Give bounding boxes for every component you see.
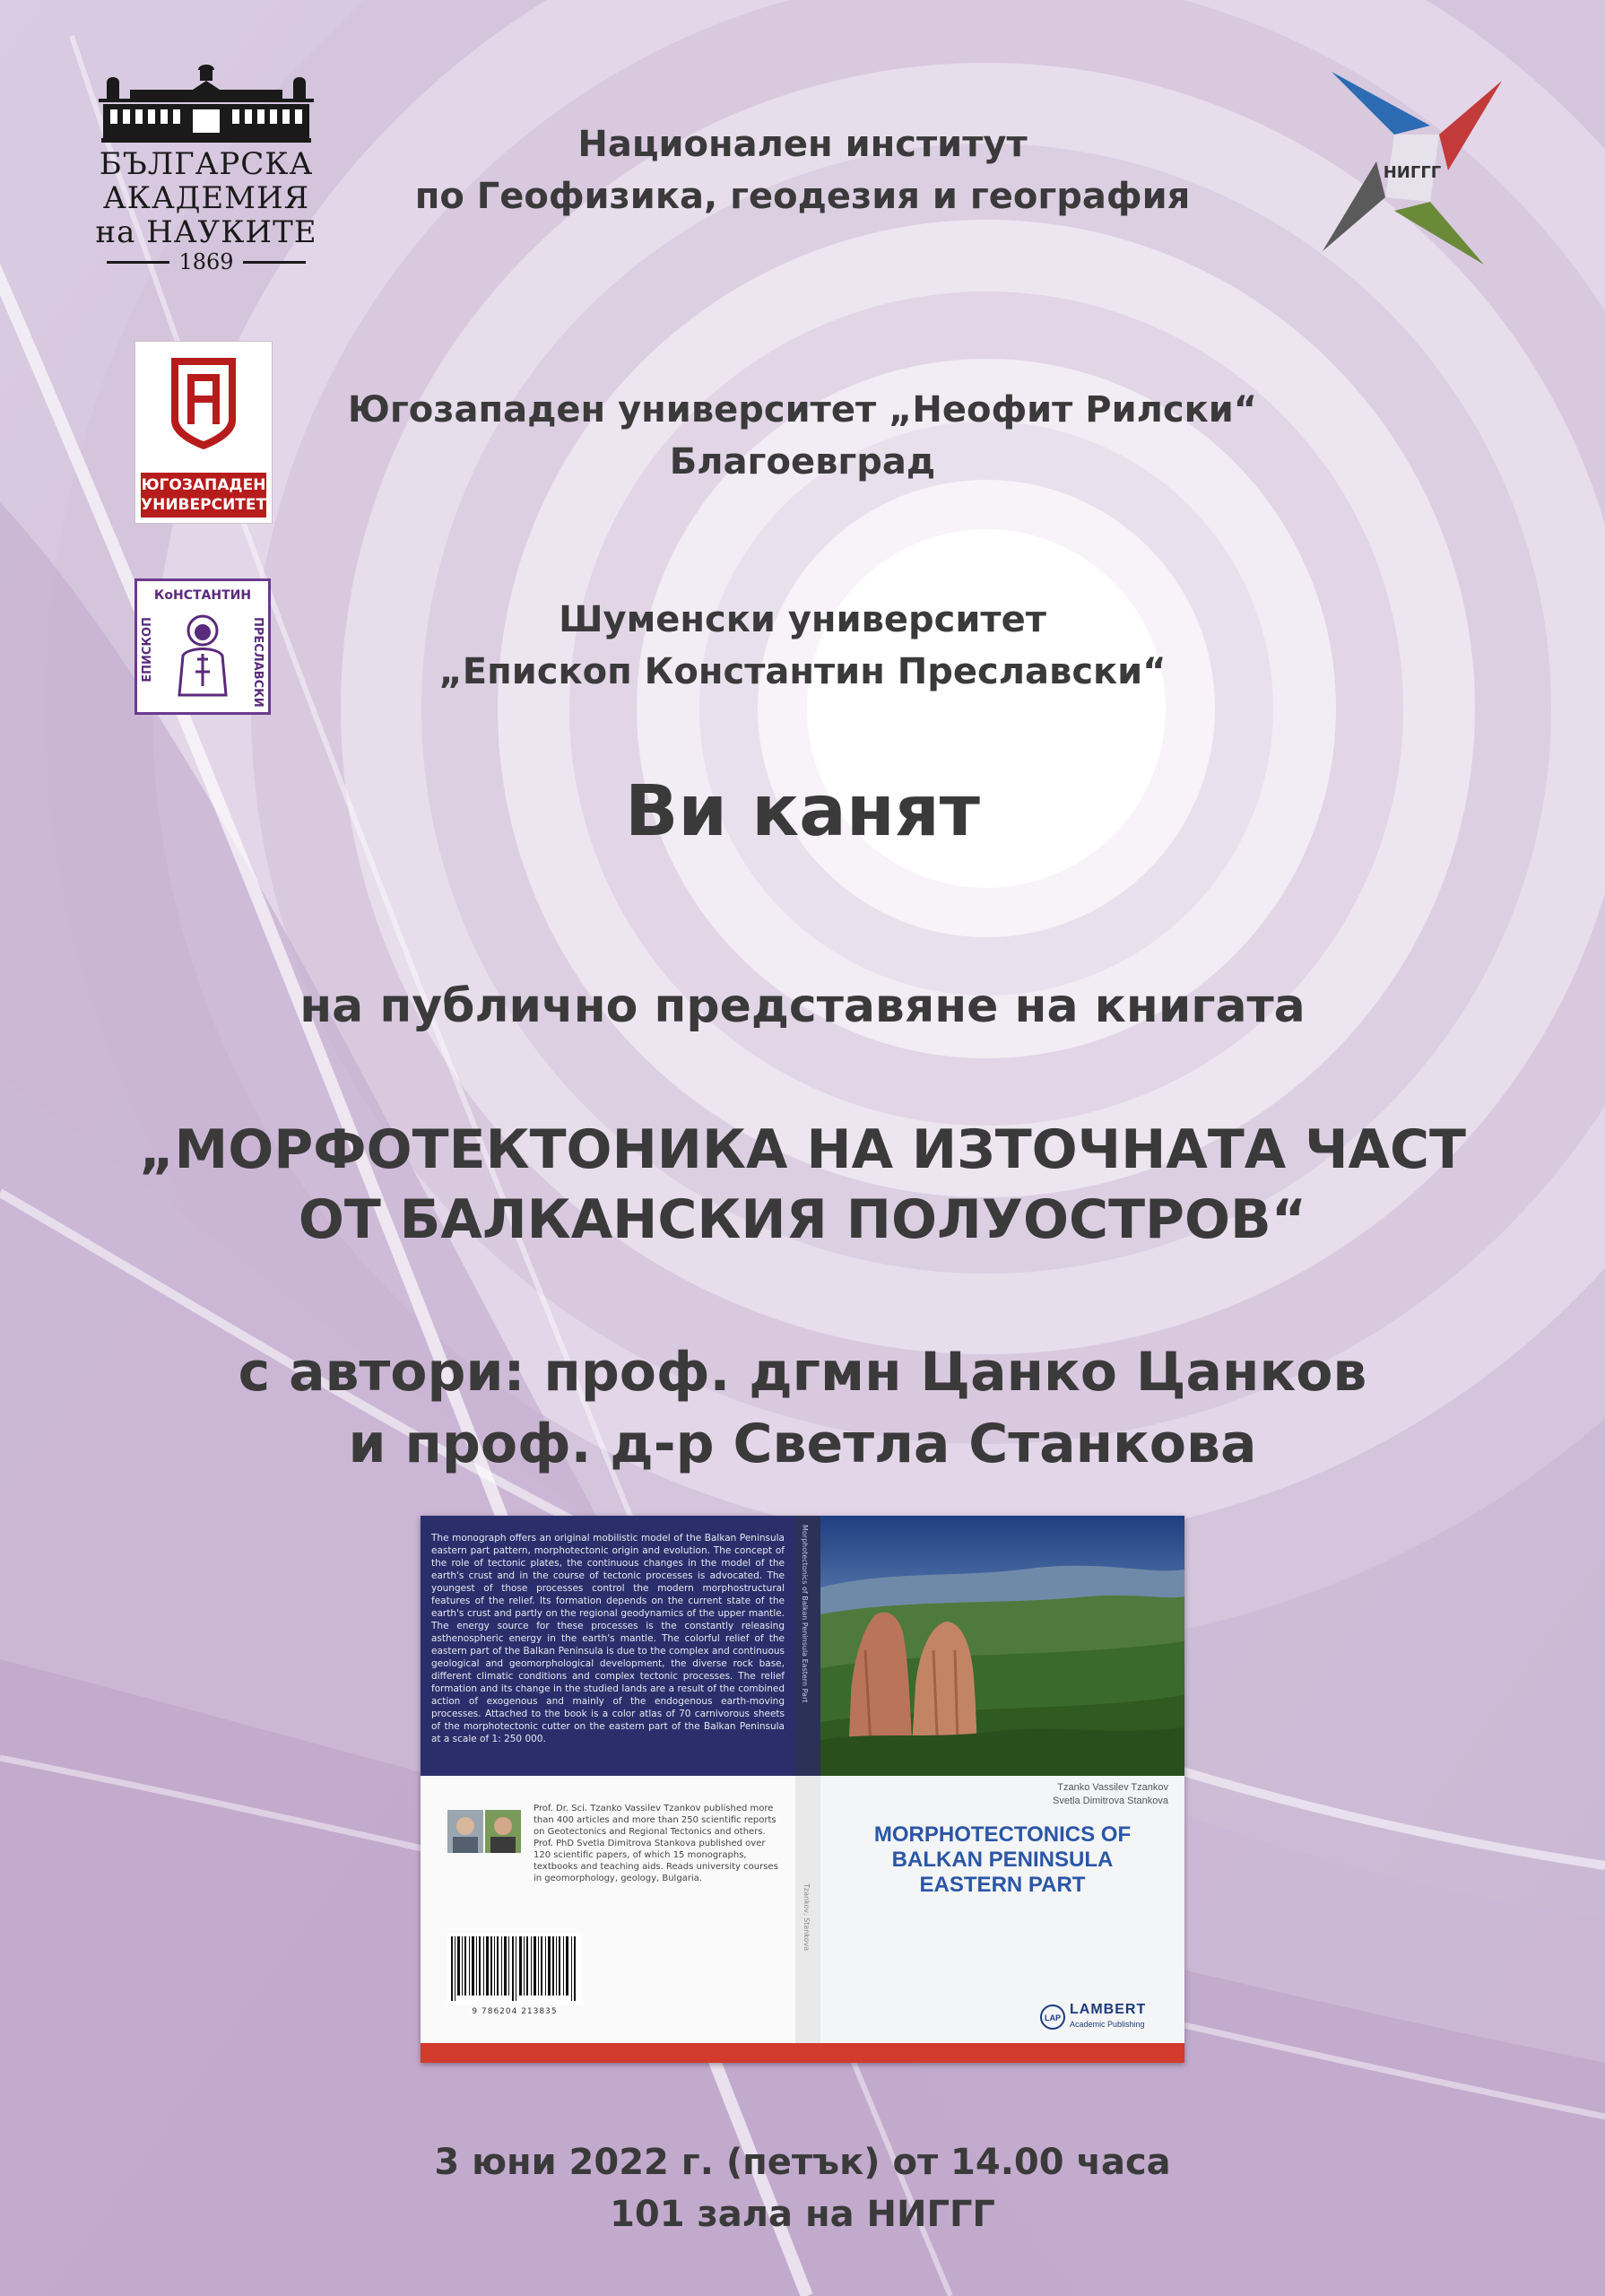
- organizer-swu: [0, 384, 1605, 488]
- publisher-name: LAMBERT: [1070, 2002, 1147, 2017]
- front-author-1: Tzanko Vassilev Tzankov: [1057, 1782, 1168, 1793]
- back-cover-text: The monograph offers an original mobilistic model of the Balkan Peninsula eastern part pattern, morphotectonic origin and evolution. The concept of the role of tectonic plates, the continuous changes in the model of the earth's crust and in the course of tectonic processes is advocated. The youngest of those processes control the modern morphostructural features of the relief. Its formation depends on the current state of the earth's crust and partly on the regional geodynamics of the upper mantle. The energy source for these processes is the constantly releasing asthenospheric energy in the earth's mantle. The colorful relief of the eastern part of the Balkan Peninsula is due to the complex and continuous geological and geomorphological development, the diverse rock base, different climatic conditions and complex tectonic processes. The relief formation and its change in the studied lands are a result of the combined action of exogenous and mainly of the endogenous earth-moving processes. Attached to the book is a color atlas of 70 carnivorous sheets of the morphotectonic cutter on the eastern part of the Balkan Peninsula at a scale of 1: 250 000.: [431, 1533, 785, 1744]
- authors-line1: с автори: проф. дгмн Цанко Цанков: [238, 1341, 1367, 1404]
- back-cover-top: [421, 1516, 795, 1776]
- ban-name-line1: БЪЛГАРСКА: [99, 146, 314, 182]
- lap-mark: LAP: [1045, 2013, 1061, 2022]
- barcode-icon: [447, 1933, 582, 2005]
- book-bottom-band: [421, 2043, 1184, 2063]
- isbn-text: 9 786204 213835: [472, 2007, 558, 2016]
- spine-authors-text: Tzankov, Stankova: [802, 1883, 811, 1952]
- front-title-line1: MORPHOTECTONICS OF: [873, 1822, 1132, 1847]
- organizer-nigg-line1: Национален институт: [577, 124, 1028, 165]
- shu-logo-right-text: ПРЕСЛАВСКИ: [251, 617, 265, 708]
- event-details: [0, 2136, 1605, 2240]
- organizer-swu-line2: Благоевград: [669, 441, 936, 483]
- nigg-logo-text: НИГГГ: [1383, 163, 1442, 182]
- publisher-logo: [1039, 2002, 1174, 2034]
- ban-name-line3: на НАУКИТЕ: [95, 214, 317, 250]
- cover-landscape-image: [820, 1516, 1184, 1776]
- book-title: [0, 1115, 1605, 1255]
- organizer-shu-line1: Шуменски университет: [559, 599, 1046, 640]
- event-location: 101 зала на НИГГГ: [610, 2194, 995, 2235]
- authors: [0, 1336, 1605, 1480]
- book-cover-image: [421, 1516, 1184, 2063]
- organizer-nigg-line2: по Геофизика, геодезия и география: [414, 176, 1191, 217]
- organizer-nigg: [0, 118, 1605, 222]
- back-cover-bottom: [421, 1776, 795, 2043]
- book-title-line2: ОТ БАЛКАНСКИЯ ПОЛУОСТРОВ“: [298, 1188, 1307, 1251]
- swu-label-line2: УНИВЕРСИТЕТ: [141, 496, 267, 514]
- invite-heading: Ви канят: [624, 771, 981, 852]
- shu-logo-top-text: КоНСТАНТИН: [153, 588, 252, 603]
- publisher-sub: Academic Publishing: [1070, 2020, 1145, 2029]
- book-spine-bottom: [795, 1776, 820, 2043]
- author-bio-text: Prof. Dr. Sci. Tzanko Vassilev Tzankov published more than 400 articles and more than 250 scientific reports on Geotectonics and Regional Tectonics and others. Prof. PhD Svetla Dimitrova Stankova published over 120 scientific papers, of which 15 monographs, textbooks and teaching aids. Reads university courses in geomorphology, geology, Bulgaria.: [534, 1804, 778, 1883]
- front-title-line3: EASTERN PART: [919, 1873, 1086, 1897]
- book-title-line1: „МОРФОТЕКТОНИКА НА ИЗТОЧНАТА ЧАСТ: [139, 1118, 1466, 1181]
- subtitle: на публично представяне на книгата: [299, 979, 1306, 1033]
- front-title-line2: BALKAN PENINSULA: [891, 1848, 1114, 1872]
- divider: [243, 261, 306, 264]
- author-photos: [447, 1810, 521, 1853]
- shu-logo-left-text: ЕПИСКОП: [141, 617, 154, 683]
- authors-line2: и проф. д-р Светла Станкова: [348, 1413, 1257, 1475]
- divider: [107, 261, 169, 264]
- spine-text: Morphotectonics of Balkan Peninsula Eastern Part: [801, 1525, 809, 1703]
- ban-year: 1869: [178, 249, 234, 274]
- organizer-shu-line2: „Епископ Константин Преславски“: [438, 651, 1167, 692]
- lap-logo-icon: [1039, 2004, 1066, 2031]
- ban-name-line2: АКАДЕМИЯ: [102, 180, 310, 216]
- front-author-2: Svetla Dimitrova Stankova: [1053, 1796, 1168, 1806]
- swu-label-line1: ЮГОЗАПАДЕН: [141, 476, 266, 494]
- organizer-swu-line1: Югозападен университет „Неофит Рилски“: [347, 389, 1258, 430]
- front-cover-title: [820, 1822, 1184, 1898]
- organizer-shu: [0, 594, 1605, 698]
- event-date: 3 юни 2022 г. (петък) от 14.00 часа: [434, 2142, 1171, 2183]
- front-cover-bottom: [820, 1776, 1184, 2043]
- front-cover-authors: [1053, 1781, 1168, 1808]
